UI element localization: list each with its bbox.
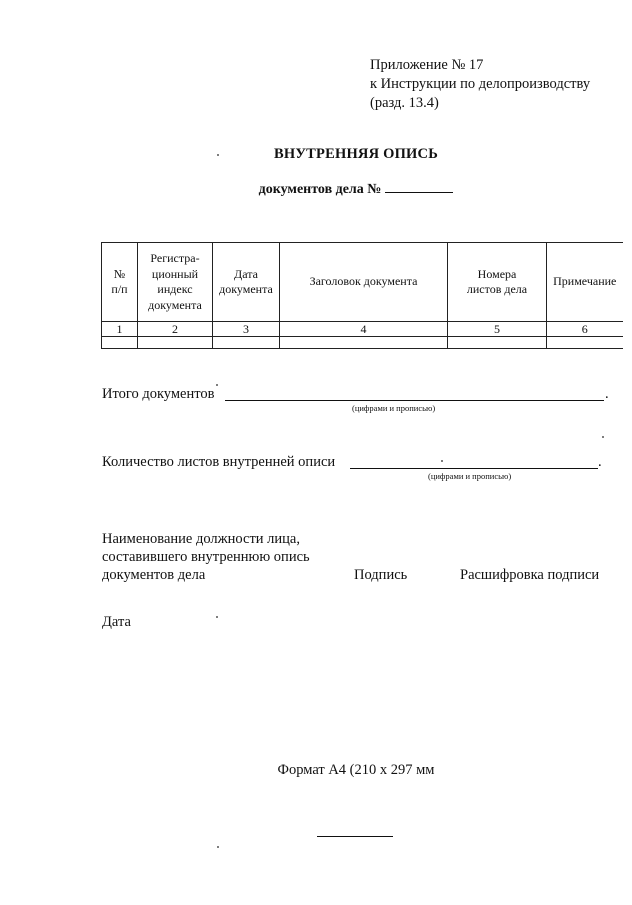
- column-number-1: 1: [102, 322, 138, 337]
- sheet-count-period: .: [598, 454, 602, 470]
- header-cell-sheet-numbers: Номера листов дела: [448, 243, 547, 322]
- signature-label: Подпись: [354, 567, 408, 583]
- scan-speck: [216, 616, 218, 618]
- sheet-count-label: Количество листов внутренней описи: [102, 454, 336, 470]
- signature-decode-label: Расшифровка подписи: [460, 567, 600, 583]
- header-cell-heading: Заголовок документа: [280, 243, 448, 322]
- document-subtitle: [0, 180, 632, 198]
- paper-format-note: Формат А4 (210 x 297 мм: [277, 762, 435, 778]
- compiler-position-line-1: Наименование должности лица,: [102, 531, 300, 547]
- column-number-6: 6: [547, 322, 623, 337]
- total-documents-line: [225, 400, 604, 401]
- date-label: Дата: [102, 614, 131, 630]
- table-header-row: [102, 243, 623, 322]
- compiler-position-line-3: документов дела: [102, 567, 206, 583]
- document-title: ВНУТРЕННЯЯ ОПИСЬ: [273, 146, 438, 162]
- case-number-blank: [385, 180, 453, 193]
- appendix-line-3: (разд. 13.4): [370, 95, 439, 111]
- table-number-row: [102, 322, 623, 337]
- scan-speck: [441, 460, 443, 462]
- footer-divider: [317, 836, 393, 837]
- column-number-2: 2: [138, 322, 213, 337]
- appendix-line-2: к Инструкции по делопроизводству: [370, 76, 591, 92]
- header-cell-date: Дата документа: [213, 243, 280, 322]
- column-number-5: 5: [448, 322, 547, 337]
- scan-speck: [217, 846, 219, 848]
- total-documents-period: .: [605, 386, 609, 402]
- compiler-position-line-2: составившего внутреннюю опись: [102, 549, 310, 565]
- total-documents-hint: (цифрами и прописью): [352, 403, 436, 413]
- column-number-4: 4: [280, 322, 448, 337]
- total-documents-label: Итого документов: [102, 386, 215, 402]
- scan-speck: [602, 436, 604, 438]
- sheet-count-hint: (цифрами и прописью): [428, 471, 512, 481]
- header-cell-number: № п/п: [102, 243, 138, 322]
- column-number-3: 3: [213, 322, 280, 337]
- scan-speck: [217, 154, 219, 156]
- appendix-line-1: Приложение № 17: [370, 57, 484, 73]
- subtitle-text: документов дела №: [258, 182, 382, 197]
- scan-speck: [216, 384, 218, 386]
- table-row: [102, 337, 623, 349]
- compiler-position-block: [102, 530, 310, 584]
- inventory-table: [101, 242, 623, 349]
- header-cell-note: Примечание: [547, 243, 623, 322]
- sheet-count-line: [350, 468, 598, 469]
- appendix-reference: [370, 56, 590, 113]
- header-cell-reg-index: Регистра- ционный индекс документа: [138, 243, 213, 322]
